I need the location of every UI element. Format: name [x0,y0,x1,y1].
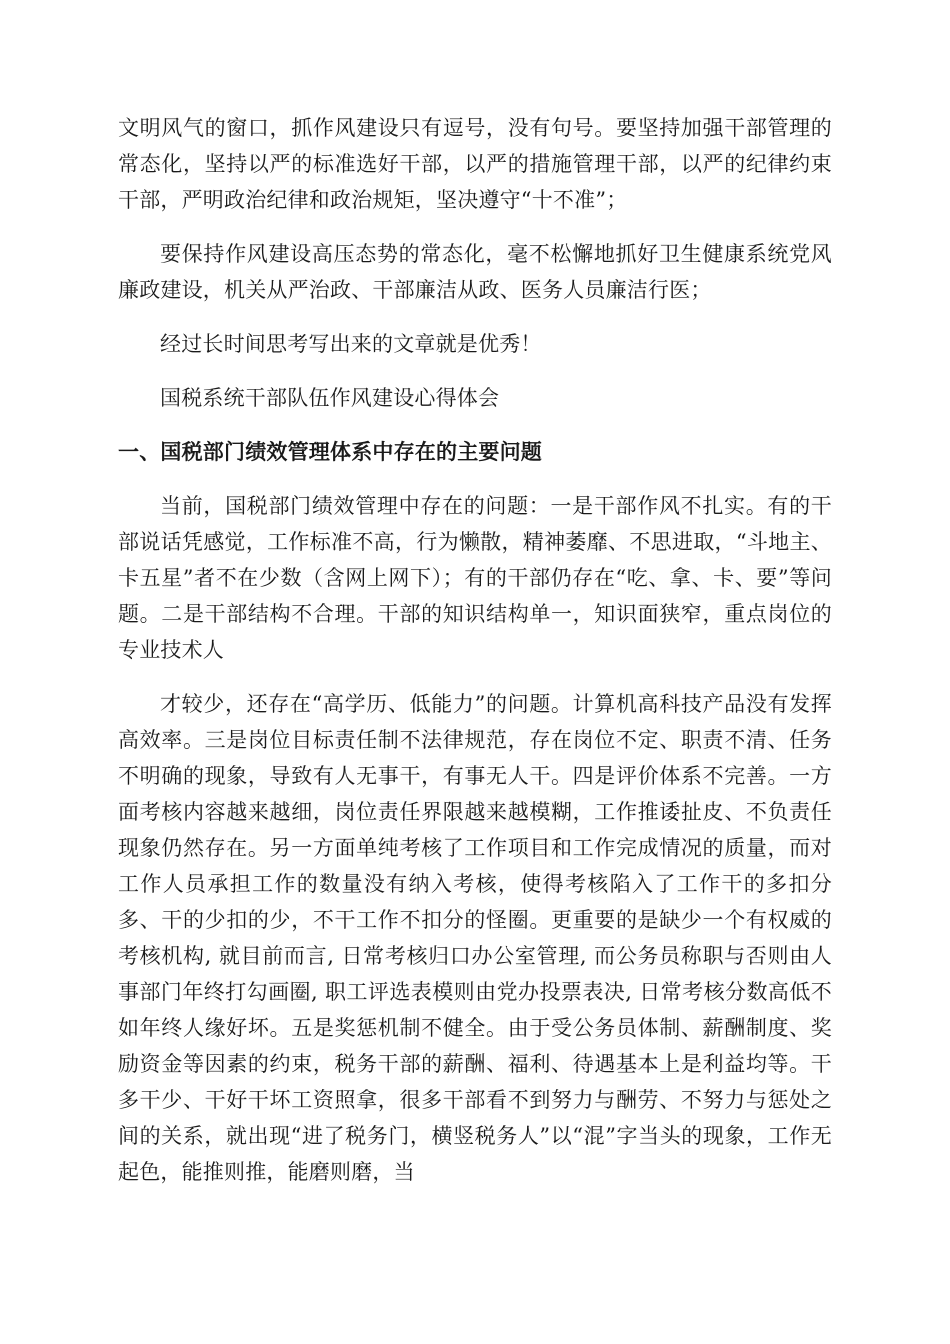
paragraph-problems-detail: 才较少，还存在“高学历、低能力”的问题。计算机高科技产品没有发挥高效率。三是岗位目标责任制不法律规范，存在岗位不定、职责不清、任务不明确的现象，导致有人无事干，有事无人干。四是评价体系不完善。一方面考核内容越来越细，岗位责任界限越来越模糊，工作推诿扯皮、不负责任现象仍然存在。另一方面单纯考核了工作项目和工作完成情况的质量，而对工作人员承担工作的数量没有纳入考核，使得考核陷入了工作干的多扣分多、干的少扣的少，不干工作不扣分的怪圈。更重要的是缺少一个有权威的考核机构, 就目前而言, 日常考核归口办公室管理, 而公务员称职与否则由人事部门年终打勾画圈, 职工评选表模则由党办投票表决, 日常考核分数高低不如年终人缘好坏。五是奖惩机制不健全。由于受公务员体制、薪酬制度、奖励资金等因素的约束，税务干部的薪酬、福利、待遇基本上是利益均等。干多干少、干好干坏工资照拿，很多干部看不到努力与酬劳、不努力与惩处之间的关系，就出现“进了税务门，横竖税务人”以“混”字当头的现象，工作无起色，能推则推，能磨则磨，当 [118,692,832,1184]
paragraph-continuation: 文明风气的窗口，抓作风建设只有逗号，没有句号。要坚持加强干部管理的常态化，坚持以严的标准选好干部，以严的措施管理干部，以严的纪律约束干部，严明政治纪律和政治规矩，坚决遵守“十不准”； [118,116,832,212]
section-heading: 一、国税部门绩效管理体系中存在的主要问题 [118,440,542,464]
paragraph-problems-intro: 当前，国税部门绩效管理中存在的问题：一是干部作风不扎实。有的干部说话凭感觉，工作标准不高，行为懒散，精神萎靡、不思进取，“斗地主、卡五星”者不在少数（含网上网下）；有的干部仍存在“吃、拿、卡、要”等问题。二是干部结构不合理。干部的知识结构单一，知识面狭窄，重点岗位的专业技术人 [118,494,832,662]
document-title: 国税系统干部队伍作风建设心得体会 [160,386,500,410]
paragraph-work-style: 要保持作风建设高压态势的常态化，毫不松懈地抓好卫生健康系统党风廉政建设，机关从严治政、干部廉洁从政、医务人员廉洁行医； [118,242,832,302]
paragraph-remark: 经过长时间思考写出来的文章就是优秀！ [160,332,542,356]
document-page [118,110,832,1208]
